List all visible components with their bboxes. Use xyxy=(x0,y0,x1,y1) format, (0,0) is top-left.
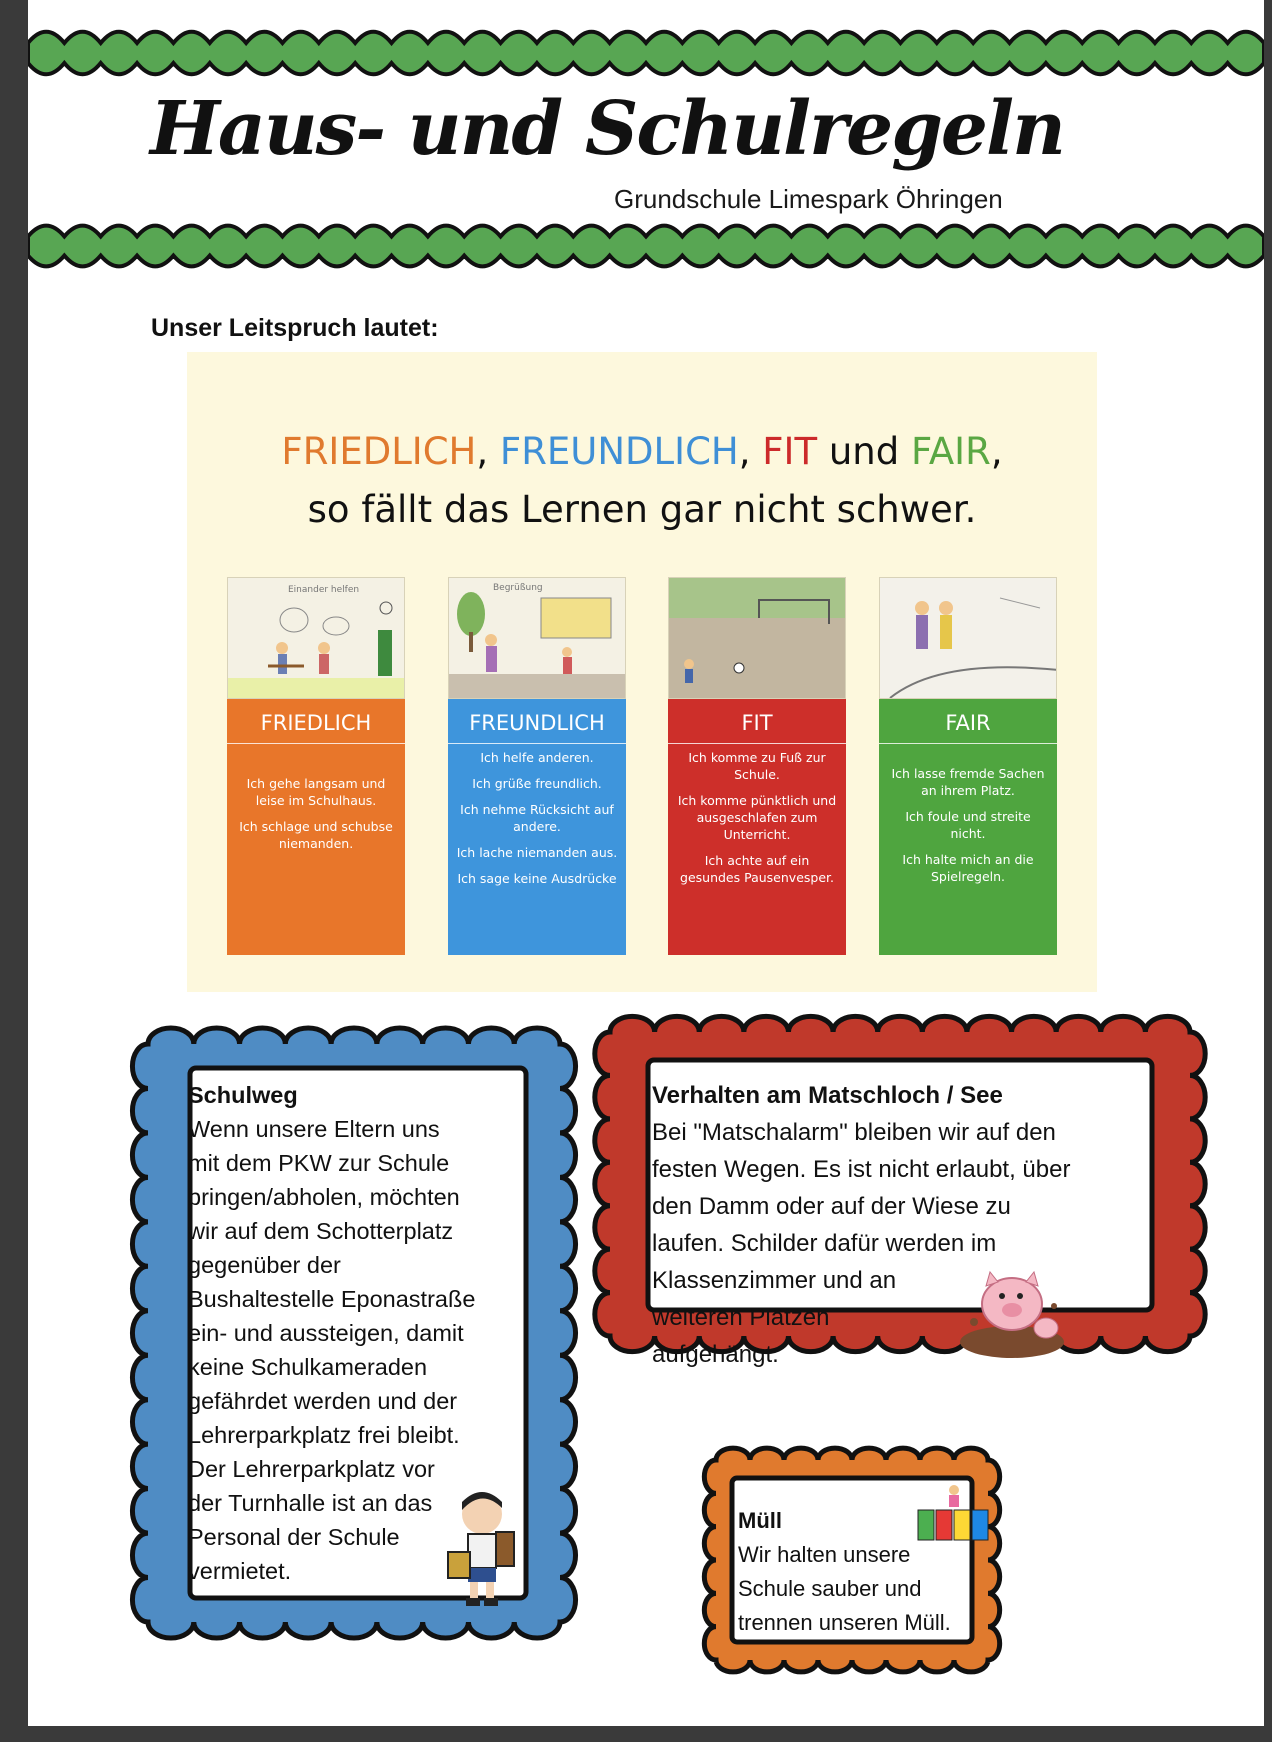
motto-word: , xyxy=(738,430,763,473)
text-line: den Damm oder auf der Wiese zu xyxy=(652,1193,1011,1220)
card-title: FIT xyxy=(741,711,773,735)
motto-label: Unser Leitspruch lautet: xyxy=(151,314,439,342)
muell-heading: Müll xyxy=(738,1508,782,1533)
recycling-bins-icon xyxy=(914,1482,994,1546)
card-rule: Ich gehe langsam und leise im Schulhaus. xyxy=(246,776,386,808)
text-line: gegenüber der xyxy=(188,1252,341,1278)
text-line: Bei "Matschalarm" bleiben wir auf den xyxy=(652,1119,1056,1146)
card-body xyxy=(448,699,626,955)
card-rule: Ich helfe anderen. xyxy=(480,750,594,765)
text-line: vermietet. xyxy=(188,1558,292,1584)
motto-line-1 xyxy=(187,430,1097,473)
motto-word: FAIR xyxy=(910,430,991,473)
motto-word: , xyxy=(990,430,1003,473)
drawing-fair xyxy=(879,577,1057,699)
text-line: laufen. Schilder dafür werden im xyxy=(652,1230,997,1257)
card-text xyxy=(235,775,397,861)
text-line: aufgehängt. xyxy=(652,1341,779,1368)
schoolboy-icon xyxy=(440,1488,528,1610)
text-line: Klassenzimmer und an xyxy=(652,1267,897,1294)
motto-word: FRIEDLICH xyxy=(281,430,477,473)
drawing-freundlich xyxy=(448,577,626,699)
card-body xyxy=(227,699,405,955)
drawing-caption: Einander helfen xyxy=(288,585,360,595)
card-rule: Ich komme zu Fuß zur Schule. xyxy=(688,750,826,782)
motto-word: und xyxy=(817,430,911,473)
text-line: Wir halten unsere xyxy=(738,1542,911,1567)
bottom-wave-band xyxy=(28,222,1264,270)
motto-word: , xyxy=(476,430,500,473)
card-body xyxy=(879,699,1057,955)
text-line: Bushaltestelle Eponastraße xyxy=(188,1286,476,1312)
card-rule: Ich komme pünktlich und ausgeschlafen zum Unterricht. xyxy=(677,793,837,842)
card-title: FAIR xyxy=(945,711,991,735)
drawing-fit xyxy=(668,577,846,699)
motto-card-freundlich xyxy=(448,577,626,955)
schulweg-heading: Schulweg xyxy=(188,1082,298,1108)
card-rule: Ich lasse fremde Sachen an ihrem Platz. xyxy=(891,766,1045,798)
motto-word: FIT xyxy=(762,430,818,473)
text-line: Schule sauber und xyxy=(738,1576,922,1601)
card-title: FREUNDLICH xyxy=(469,711,605,735)
motto-word: FREUNDLICH xyxy=(499,430,739,473)
card-rule: Ich schlage und schubse niemanden. xyxy=(239,819,393,851)
card-rule: Ich lache niemanden aus. xyxy=(456,845,618,860)
drawing-caption: Begrüßung xyxy=(493,583,543,593)
text-line: bringen/abholen, möchten xyxy=(188,1184,460,1210)
text-line: Personal der Schule xyxy=(188,1524,400,1550)
page-title: Haus- und Schulregeln xyxy=(150,86,1064,172)
text-line: gefährdet werden und der xyxy=(188,1388,458,1414)
card-rule: Ich halte mich an die Spielregeln. xyxy=(902,852,1034,884)
text-line: Lehrerparkplatz frei bleibt. xyxy=(188,1422,460,1448)
text-line: wir auf dem Schotterplatz xyxy=(188,1218,454,1244)
card-rule: Ich nehme Rücksicht auf andere. xyxy=(460,802,614,834)
text-line: Der Lehrerparkplatz vor xyxy=(188,1456,435,1482)
card-text xyxy=(887,765,1049,894)
matschloch-heading: Verhalten am Matschloch / See xyxy=(652,1082,1003,1109)
card-rule: Ich sage keine Ausdrücke xyxy=(457,871,617,886)
page-subtitle: Grundschule Limespark Öhringen xyxy=(614,184,1003,214)
text-line: keine Schulkameraden xyxy=(188,1354,428,1380)
pig-in-mud-icon xyxy=(956,1256,1068,1364)
card-text xyxy=(456,749,618,896)
card-body xyxy=(668,699,846,955)
document-page xyxy=(28,0,1264,1726)
card-rule: Ich grüße freundlich. xyxy=(472,776,602,791)
text-line: der Turnhalle ist an das xyxy=(188,1490,433,1516)
top-wave-band xyxy=(28,28,1264,78)
motto-card-fit xyxy=(668,577,846,955)
motto-poster xyxy=(187,352,1097,992)
text-line: trennen unseren Müll. xyxy=(738,1610,951,1635)
text-line: weiteren Plätzen xyxy=(652,1304,830,1331)
drawing-friedlich xyxy=(227,577,405,699)
card-text xyxy=(676,749,838,895)
card-rule: Ich foule und streite nicht. xyxy=(905,809,1031,841)
motto-line-2: so fällt das Lernen gar nicht schwer. xyxy=(307,488,977,531)
motto-card-friedlich xyxy=(227,577,405,955)
card-rule: Ich achte auf ein gesundes Pausenvesper. xyxy=(680,853,834,885)
text-line: ein- und aussteigen, damit xyxy=(188,1320,464,1346)
text-line: mit dem PKW zur Schule xyxy=(188,1150,450,1176)
card-title: FRIEDLICH xyxy=(260,711,372,735)
text-line: festen Wegen. Es ist nicht erlaubt, über xyxy=(652,1156,1071,1183)
motto-card-fair xyxy=(879,577,1057,955)
text-line: Wenn unsere Eltern uns xyxy=(188,1116,440,1142)
matschloch-text xyxy=(652,1077,1152,1373)
